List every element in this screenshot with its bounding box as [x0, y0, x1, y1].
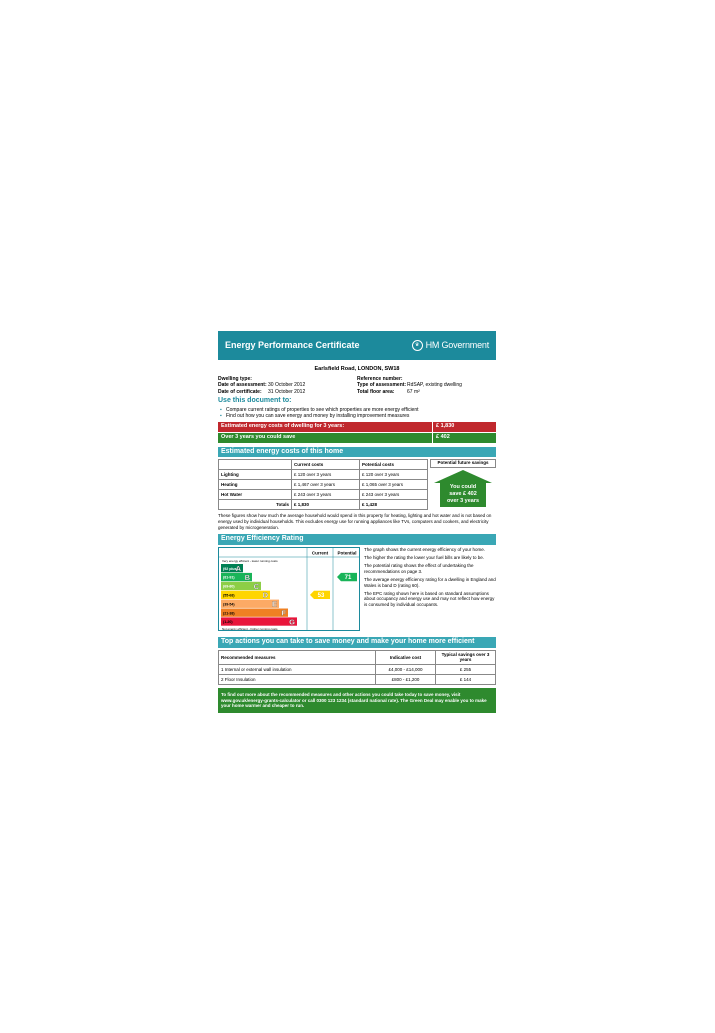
costs-section	[218, 459, 496, 510]
band-range: (55-68)	[223, 593, 235, 598]
table-cell: £800 - £1,200	[376, 675, 436, 685]
table-cell: Hot Water	[219, 490, 292, 500]
crown-crest-icon: ♛	[412, 340, 423, 351]
band-range: (92 plus)	[223, 566, 238, 571]
efficiency-rating-chart	[218, 547, 360, 631]
rating-markers	[310, 573, 357, 599]
band-letter: D	[262, 590, 268, 600]
estimated-costs-value: £ 1,830	[432, 422, 496, 432]
band-letter: C	[253, 581, 259, 591]
table-header-row	[219, 460, 428, 470]
property-address: Earlsfield Road, LONDON, SW18	[314, 366, 400, 372]
explanation-paragraph: The higher the rating the lower your fuel bills are likely to be.	[364, 555, 485, 561]
estimated-costs-label: Estimated energy costs of dwelling for 3 years:	[221, 423, 345, 430]
fact-label: Date of certificate:	[218, 388, 262, 395]
house-text-line: over 3 years	[446, 498, 480, 505]
band-range: (81-91)	[223, 575, 235, 580]
table-row-totals	[219, 500, 428, 510]
future-savings-header: Potential future savings	[430, 459, 496, 468]
table-cell: £ 243 over 3 years	[360, 490, 428, 500]
use-doc-list	[218, 407, 496, 420]
fact-label: Reference number:	[357, 375, 403, 382]
efficiency-section	[218, 547, 496, 631]
explanation-paragraph: The graph shows the current energy efficiency of your home.	[364, 547, 485, 552]
property-facts	[218, 376, 496, 396]
current-rating-value: 53	[317, 593, 325, 599]
table-header: Current costs	[292, 460, 360, 470]
table-header	[219, 460, 292, 470]
future-savings	[430, 459, 496, 510]
savings-value: £ 402	[432, 433, 496, 443]
band-range: (21-38)	[223, 611, 235, 616]
house-icon	[434, 470, 492, 507]
table-row	[219, 490, 428, 500]
house-savings-text	[440, 483, 486, 507]
savings-label: Over 3 years you could save	[221, 434, 296, 441]
band-range: (69-80)	[223, 584, 235, 589]
table-cell: £ 120 over 3 years	[292, 470, 360, 480]
table-cell: £ 120 over 3 years	[360, 470, 428, 480]
table-cell: £4,000 - £14,000	[376, 665, 436, 675]
explanation-paragraph: The average energy efficiency rating for a dwelling in England and Wales is band D (rating 60).	[364, 577, 496, 588]
table-row	[219, 675, 496, 685]
table-cell: Heating	[219, 480, 292, 490]
table-cell: 1 Internal or external wall insulation	[219, 665, 376, 675]
table-cell: £ 1,065 over 3 years	[360, 480, 428, 490]
band-letter: G	[289, 617, 295, 627]
facts-left	[218, 376, 357, 396]
table-row	[219, 665, 496, 675]
table-header: Typical savings over 3 years	[436, 650, 496, 664]
fact-row	[357, 389, 496, 396]
table-header: Potential costs	[360, 460, 428, 470]
page-title: Energy Performance Certificate	[225, 339, 360, 350]
header-bar	[218, 331, 496, 360]
actions-section-title: Top actions you can take to save money and make your home more efficient	[218, 637, 496, 648]
house-text-line: save £ 402	[449, 491, 477, 498]
table-cell: Totals	[219, 500, 292, 510]
gov-logo	[412, 340, 489, 351]
list-item: ▪ Compare current ratings of properties to see which properties are more energy efficient	[226, 407, 496, 413]
table-cell: 2 Floor Insulation	[219, 675, 376, 685]
costs-section-title: Estimated energy costs of this home	[218, 447, 496, 458]
explanation-paragraph: The potential rating shows the effect of undertaking the recommendations on page 3.	[364, 563, 474, 574]
table-cell: Lighting	[219, 470, 292, 480]
gov-logo-text: HM Government	[425, 339, 489, 350]
table-cell: £ 1,830	[292, 500, 360, 510]
table-cell: £ 1,467 over 3 years	[292, 480, 360, 490]
costs-note: These figures show how much the average household would spend in this property for heating, lighting and hot water and is not based on energy used by individual households. This excludes energy use for running appliances like TVs, computers and cookers, and electricity generated by microgeneration.	[218, 513, 492, 530]
fact-value: RdSAP, existing dwelling	[407, 382, 462, 389]
fact-label: Dwelling type:	[218, 375, 252, 382]
table-cell: £ 255	[436, 665, 496, 675]
band-letter: A	[235, 564, 241, 573]
fact-label: Total floor area:	[357, 388, 395, 395]
costs-table	[218, 459, 428, 510]
efficiency-bottom-note: Not energy efficient - higher running costs	[222, 627, 278, 631]
band-range: (1-20)	[223, 620, 233, 625]
efficiency-explanation	[360, 547, 496, 631]
table-header-row	[219, 650, 496, 664]
table-cell: £ 144	[436, 675, 496, 685]
facts-right	[357, 376, 496, 396]
table-row	[219, 480, 428, 490]
band-letter: F	[281, 608, 286, 618]
savings-bar	[218, 433, 496, 443]
epc-document	[218, 331, 496, 713]
fact-value: 31 October 2012	[268, 388, 306, 395]
estimated-costs-bar	[218, 422, 496, 432]
current-column-header: Current	[311, 550, 329, 556]
footer-note: To find out more about the recommended measures and other actions you could take today to save money, visit www.gov.uk/energy-grants-calculator or call 0300 123 1234 (standard national rate). The Green Deal may enable you to make your home warmer and cheaper to run.	[218, 688, 496, 713]
house-text-line: You could	[449, 484, 477, 491]
table-cell: £ 243 over 3 years	[292, 490, 360, 500]
fact-value: 67 m²	[407, 388, 420, 395]
band-range: (39-54)	[223, 602, 235, 607]
table-header: Indicative cost	[376, 650, 436, 664]
potential-rating-value: 71	[344, 575, 352, 582]
explanation-paragraph: The EPC rating shown here is based on standard assumptions about occupancy and energy use and may not reflect how energy is consumed by individual occupants.	[364, 590, 495, 607]
actions-table	[218, 650, 496, 685]
efficiency-section-title: Energy Efficiency Rating	[218, 534, 496, 545]
house-roof	[434, 470, 492, 483]
fact-row	[218, 389, 357, 396]
table-cell: £ 1,428	[360, 500, 428, 510]
band-letter: E	[271, 599, 277, 609]
list-item: ▪ Find out how you can save energy and money by installing improvement measures	[226, 413, 496, 419]
fact-value: 30 October 2012	[268, 382, 306, 389]
band-letter: B	[244, 572, 250, 582]
rating-bands	[221, 564, 297, 626]
table-row	[219, 470, 428, 480]
potential-column-header: Potential	[337, 550, 357, 556]
table-header: Recommended measures	[219, 650, 376, 664]
fact-label: Type of assessment:	[357, 382, 407, 389]
fact-label: Date of assessment:	[218, 382, 267, 389]
efficiency-top-note: Very energy efficient - lower running costs	[222, 559, 278, 563]
use-doc-title: Use this document to:	[218, 397, 292, 405]
